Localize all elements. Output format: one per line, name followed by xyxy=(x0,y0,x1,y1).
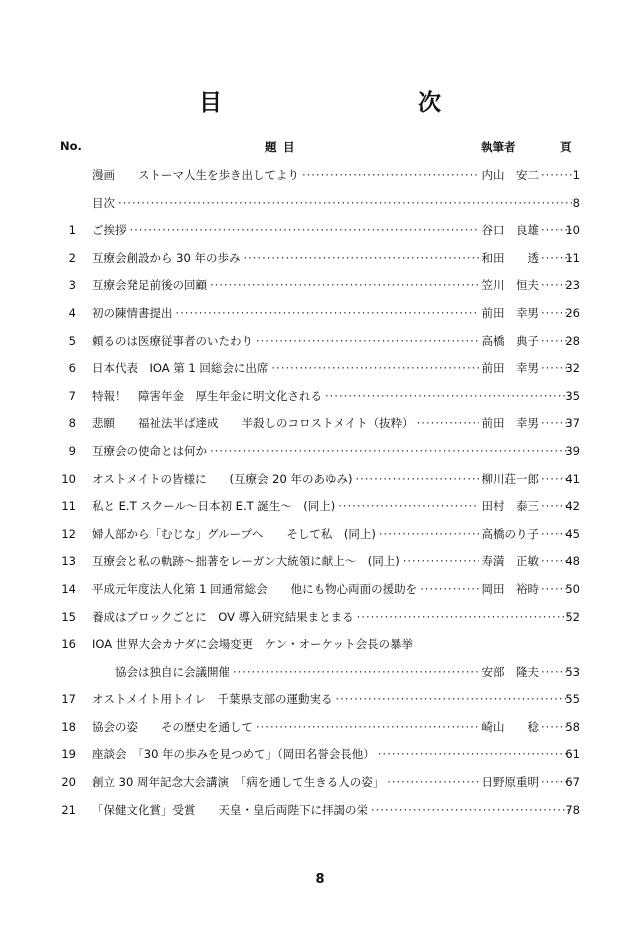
toc-entry xyxy=(0,413,640,441)
entry-page: 50 xyxy=(565,581,580,596)
entry-title: 「保健文化賞」受賞 天皇・皇后両陛下に拝謁の栄 xyxy=(92,802,368,817)
entry-body xyxy=(92,303,575,323)
entry-page: 67 xyxy=(565,775,580,790)
entry-page: 28 xyxy=(565,333,580,348)
entry-title: 互療会発足前後の回顧 xyxy=(92,278,207,293)
entry-title: 座談会 「30 年の歩みを見つめて」（岡田名誉会長他） xyxy=(92,747,375,762)
entry-author: 日野原重明 xyxy=(481,775,539,790)
toc-list xyxy=(0,165,640,827)
header-author: 執筆者 xyxy=(481,140,516,154)
entry-body xyxy=(92,524,575,544)
entry-author: 内山 安二 xyxy=(481,168,539,182)
leader-dots xyxy=(243,248,478,268)
entry-body xyxy=(92,772,575,792)
entry-number: 18 xyxy=(61,719,76,734)
entry-page: 55 xyxy=(565,692,580,707)
entry-body xyxy=(92,634,575,654)
entry-page: 48 xyxy=(565,554,580,569)
entry-title: IOA 世界大会カナダに会場変更 ケン・オーケット会長の暴挙 xyxy=(92,637,414,652)
toc-entry xyxy=(0,275,640,303)
leader-dots xyxy=(210,441,572,461)
header-title-b: 目 xyxy=(283,140,295,154)
entry-author: 笠川 恒夫 xyxy=(481,278,539,293)
toc-entry xyxy=(0,579,640,607)
entry-title: 平成元年度法人化第 1 回通常総会 他にも物心両面の援助を xyxy=(92,581,418,596)
toc-entry xyxy=(0,607,640,635)
entry-title: 日本代表 IOA 第 1 回総会に出席 xyxy=(92,361,269,376)
entry-title: 目次 xyxy=(92,195,115,210)
entry-body xyxy=(92,331,575,351)
leader-dots xyxy=(371,800,572,820)
entry-page: 11 xyxy=(565,250,580,265)
entry-page: 35 xyxy=(565,388,580,403)
leader-dots xyxy=(355,469,478,489)
toc-entry xyxy=(0,744,640,772)
entry-body xyxy=(92,220,575,240)
entry-author: 前田 幸男 xyxy=(481,305,539,320)
toc-entry xyxy=(0,441,640,469)
entry-page: 37 xyxy=(565,416,580,431)
entry-body xyxy=(115,662,575,682)
entry-page: 61 xyxy=(565,747,580,762)
entry-title: 互療会と私の軌跡～拙著をレーガン大統領に献上～ (同上) xyxy=(92,554,400,569)
entry-author: 安部 隆夫 xyxy=(481,664,539,679)
entry-number: 6 xyxy=(68,361,76,376)
header-no: No. xyxy=(60,139,82,153)
entry-page: 45 xyxy=(565,526,580,541)
entry-page: 1 xyxy=(572,168,580,182)
entry-body xyxy=(92,800,575,820)
leader-dots xyxy=(271,358,478,378)
toc-entry xyxy=(0,165,640,193)
entry-body xyxy=(92,248,575,268)
toc-entry xyxy=(0,193,640,221)
entry-title: 創立 30 周年記念大会講演 「病を通して生きる人の姿」 xyxy=(92,775,385,790)
entry-title: オストメイトの皆様に (互療会 20 年のあゆみ) xyxy=(92,471,353,486)
header-title-a: 題 xyxy=(265,140,277,154)
leader-dots xyxy=(176,303,479,323)
entry-number: 17 xyxy=(61,692,76,707)
entry-number: 7 xyxy=(68,388,76,403)
entry-page: 78 xyxy=(565,802,580,817)
entry-number: 12 xyxy=(61,526,76,541)
toc-entry xyxy=(0,248,640,276)
entry-number: 4 xyxy=(68,305,76,320)
toc-header xyxy=(0,139,640,159)
entry-number: 11 xyxy=(61,499,76,514)
toc-entry xyxy=(0,689,640,717)
entry-title: 互療会創設から 30 年の歩み xyxy=(92,250,241,265)
entry-page: 23 xyxy=(565,278,580,293)
toc-entry xyxy=(0,358,640,386)
entry-author: 田村 泰三 xyxy=(481,499,539,514)
toc-entry xyxy=(0,386,640,414)
entry-page: 39 xyxy=(565,443,580,458)
entry-number: 20 xyxy=(61,775,76,790)
entry-author: 寿満 正敏 xyxy=(481,554,539,569)
entry-body xyxy=(92,607,575,627)
entry-page: 8 xyxy=(572,195,580,210)
entry-number: 21 xyxy=(61,802,76,817)
leader-dots xyxy=(338,496,478,516)
entry-title: 協会の姿 その歴史を通して xyxy=(92,719,253,734)
entry-title: 私と E.T スクール～日本初 E.T 誕生～ (同上) xyxy=(92,499,336,514)
entry-title: 協会は独自に会議開催 xyxy=(115,664,230,679)
entry-author: 岡田 裕時 xyxy=(481,581,539,596)
toc-entry xyxy=(0,662,640,690)
entry-number: 16 xyxy=(61,637,76,652)
toc-entry xyxy=(0,220,640,248)
toc-entry xyxy=(0,772,640,800)
leader-dots xyxy=(417,413,479,433)
entry-body xyxy=(92,275,575,295)
leader-dots xyxy=(420,579,478,599)
entry-title: 悲願 福祉法半ば達成 半殺しのコロストメイト（抜粋） xyxy=(92,416,414,431)
leader-dots xyxy=(378,744,572,764)
entry-author: 高橋 典子 xyxy=(481,333,539,348)
leader-dots xyxy=(302,165,479,185)
leader-dots xyxy=(379,524,479,544)
leader-dots xyxy=(210,275,479,295)
leader-dots xyxy=(256,717,479,737)
entry-page: 32 xyxy=(565,361,580,376)
entry-page: 53 xyxy=(565,664,580,679)
page-title: 目 次 xyxy=(199,89,491,116)
entry-body xyxy=(92,744,575,764)
entry-title: 互療会の使命とは何か xyxy=(92,443,207,458)
entry-body xyxy=(92,193,575,213)
toc-entry xyxy=(0,496,640,524)
toc-entry xyxy=(0,331,640,359)
toc-entry xyxy=(0,303,640,331)
entry-number: 19 xyxy=(61,747,76,762)
toc-entry xyxy=(0,717,640,745)
entry-title: 頼るのは医療従事者のいたわり xyxy=(92,333,253,348)
entry-body xyxy=(92,386,575,406)
entry-author: 柳川荘一郎 xyxy=(481,471,539,486)
toc-entry xyxy=(0,551,640,579)
entry-number: 9 xyxy=(68,443,76,458)
leader-dots xyxy=(130,220,479,240)
entry-body xyxy=(92,579,575,599)
entry-number: 8 xyxy=(68,416,76,431)
entry-number: 1 xyxy=(68,223,76,238)
entry-author: 高橋のり子 xyxy=(481,526,539,541)
entry-author: 和田 透 xyxy=(481,250,539,265)
entry-page: 41 xyxy=(565,471,580,486)
entry-number: 14 xyxy=(61,581,76,596)
entry-body xyxy=(92,551,575,571)
toc-entry xyxy=(0,469,640,497)
header-page: 頁 xyxy=(560,140,572,154)
entry-page: 58 xyxy=(565,719,580,734)
entry-page: 10 xyxy=(565,223,580,238)
entry-body xyxy=(92,413,575,433)
entry-body xyxy=(92,358,575,378)
entry-number: 13 xyxy=(61,554,76,569)
leader-dots xyxy=(335,689,572,709)
leader-dots xyxy=(325,386,572,406)
entry-author: 谷口 良雄 xyxy=(481,223,539,238)
leader-dots xyxy=(403,551,479,571)
toc-entry xyxy=(0,634,640,662)
entry-title: 婦人部から「むじな」グループへ そして私 (同上) xyxy=(92,526,376,541)
entry-number: 3 xyxy=(68,278,76,293)
entry-page: 42 xyxy=(565,499,580,514)
leader-dots xyxy=(387,772,478,792)
entry-author: 前田 幸男 xyxy=(481,416,539,431)
entry-title: 特報！ 障害年金 厚生年金に明文化される xyxy=(92,388,322,403)
entry-author: 崎山 稔 xyxy=(481,719,539,734)
toc-entry xyxy=(0,524,640,552)
entry-body xyxy=(92,441,575,461)
entry-author: 前田 幸男 xyxy=(481,361,539,376)
page-number: 8 xyxy=(315,872,325,887)
entry-page: 26 xyxy=(565,305,580,320)
entry-body xyxy=(92,469,575,489)
entry-number: 2 xyxy=(68,250,76,265)
entry-body xyxy=(92,689,575,709)
entry-title: ご挨拶 xyxy=(92,223,127,238)
entry-title: オストメイト用トイレ 千葉県支部の運動実る xyxy=(92,692,333,707)
leader-dots xyxy=(233,662,479,682)
entry-body xyxy=(92,717,575,737)
entry-number: 10 xyxy=(61,471,76,486)
leader-dots xyxy=(357,607,572,627)
leader-dots xyxy=(256,331,479,351)
entry-number: 15 xyxy=(61,609,76,624)
leader-dots xyxy=(118,193,572,213)
entry-title: 養成はブロックごとに OV 導入研究結果まとまる xyxy=(92,609,354,624)
entry-body xyxy=(92,165,575,185)
entry-body xyxy=(92,496,575,516)
entry-title: 初の陳情書提出 xyxy=(92,305,173,320)
entry-page: 52 xyxy=(565,609,580,624)
entry-number: 5 xyxy=(68,333,76,348)
toc-entry xyxy=(0,800,640,828)
entry-title: 漫画 ストーマ人生を歩き出してより xyxy=(92,168,299,182)
